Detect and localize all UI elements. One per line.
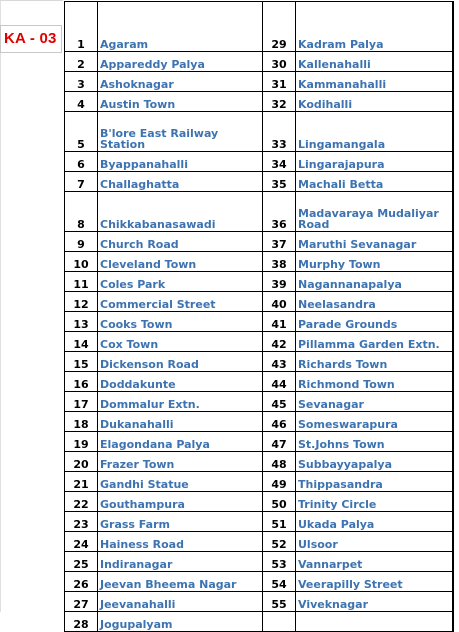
- area-number-left: 28: [65, 612, 98, 632]
- area-name-right: Vannarpet: [296, 552, 454, 572]
- area-name-left: Elagondana Palya: [98, 432, 263, 452]
- area-number-left: 8: [65, 192, 98, 232]
- table-row: [65, 232, 454, 252]
- area-name-left: Hainess Road: [98, 532, 263, 552]
- area-number-right: 36: [263, 192, 296, 232]
- area-name-right: Subbayyapalya: [296, 452, 454, 472]
- area-name-right: Neelasandra: [296, 292, 454, 312]
- area-number-right: 38: [263, 252, 296, 272]
- area-name-left: Byappanahalli: [98, 152, 263, 172]
- area-name-right: Lingarajapura: [296, 152, 454, 172]
- table-row: [65, 412, 454, 432]
- left-rule: [0, 0, 1, 612]
- area-name-right: Pillamma Garden Extn.: [296, 332, 454, 352]
- area-number-right: 29: [263, 2, 296, 52]
- area-name-right: [296, 612, 454, 632]
- area-number-left: 20: [65, 452, 98, 472]
- table-row: [65, 92, 454, 112]
- area-name-left: Appareddy Palya: [98, 52, 263, 72]
- area-name-right: Sevanagar: [296, 392, 454, 412]
- area-name-left: Jeevan Bheema Nagar: [98, 572, 263, 592]
- area-number-right: 51: [263, 512, 296, 532]
- area-number-right: 44: [263, 372, 296, 392]
- area-name-left: Agaram: [98, 2, 263, 52]
- area-number-left: 2: [65, 52, 98, 72]
- table-row: [65, 352, 454, 372]
- area-number-right: 42: [263, 332, 296, 352]
- top-rule: [0, 0, 63, 1]
- area-number-right: 52: [263, 532, 296, 552]
- area-number-left: 24: [65, 532, 98, 552]
- area-number-right: 46: [263, 412, 296, 432]
- area-number-right: [263, 612, 296, 632]
- area-number-right: 34: [263, 152, 296, 172]
- area-number-left: 19: [65, 432, 98, 452]
- table-row: [65, 112, 454, 152]
- area-name-left: Coles Park: [98, 272, 263, 292]
- area-name-left: Dommalur Extn.: [98, 392, 263, 412]
- area-name-left: Jeevanahalli: [98, 592, 263, 612]
- area-name-right: Kallenahalli: [296, 52, 454, 72]
- area-name-left: Commercial Street: [98, 292, 263, 312]
- area-number-left: 26: [65, 572, 98, 592]
- area-name-left: Gandhi Statue: [98, 472, 263, 492]
- area-name-left: Cox Town: [98, 332, 263, 352]
- area-number-right: 35: [263, 172, 296, 192]
- area-name-right: Viveknagar: [296, 592, 454, 612]
- area-name-right: Murphy Town: [296, 252, 454, 272]
- area-name-right: Trinity Circle: [296, 492, 454, 512]
- area-name-left: Gouthampura: [98, 492, 263, 512]
- area-number-right: 45: [263, 392, 296, 412]
- area-name-left: Austin Town: [98, 92, 263, 112]
- table-row: [65, 472, 454, 492]
- area-listing-table: [64, 1, 454, 632]
- table-row: [65, 2, 454, 52]
- area-number-right: 54: [263, 572, 296, 592]
- table-row: [65, 332, 454, 352]
- area-number-right: 41: [263, 312, 296, 332]
- area-number-right: 55: [263, 592, 296, 612]
- area-name-right: Kodihalli: [296, 92, 454, 112]
- area-number-left: 1: [65, 2, 98, 52]
- area-name-left: Indiranagar: [98, 552, 263, 572]
- table-row: [65, 372, 454, 392]
- area-name-left: Cooks Town: [98, 312, 263, 332]
- area-number-right: 33: [263, 112, 296, 152]
- area-name-right: Richmond Town: [296, 372, 454, 392]
- area-name-left: Cleveland Town: [98, 252, 263, 272]
- area-name-right: Veerapilly Street: [296, 572, 454, 592]
- area-name-right: Thippasandra: [296, 472, 454, 492]
- area-name-left: Dickenson Road: [98, 352, 263, 372]
- area-number-left: 22: [65, 492, 98, 512]
- area-number-left: 16: [65, 372, 98, 392]
- area-name-right: Richards Town: [296, 352, 454, 372]
- table-row: [65, 452, 454, 472]
- area-name-right: Parade Grounds: [296, 312, 454, 332]
- area-name-left: Chikkabanasawadi: [98, 192, 263, 232]
- area-name-right: Ulsoor: [296, 532, 454, 552]
- area-number-left: 13: [65, 312, 98, 332]
- table-row: [65, 612, 454, 632]
- table-row: [65, 592, 454, 612]
- area-name-right: Someswarapura: [296, 412, 454, 432]
- area-number-right: 50: [263, 492, 296, 512]
- area-name-left: Jogupalyam: [98, 612, 263, 632]
- area-number-left: 6: [65, 152, 98, 172]
- area-name-right: Nagannanapalya: [296, 272, 454, 292]
- area-number-left: 15: [65, 352, 98, 372]
- area-name-left: Ashoknagar: [98, 72, 263, 92]
- area-number-left: 4: [65, 92, 98, 112]
- area-number-left: 7: [65, 172, 98, 192]
- area-name-right: Lingamangala: [296, 112, 454, 152]
- area-name-left: Frazer Town: [98, 452, 263, 472]
- area-number-left: 9: [65, 232, 98, 252]
- area-number-left: 21: [65, 472, 98, 492]
- area-number-left: 25: [65, 552, 98, 572]
- table-row: [65, 392, 454, 412]
- area-number-right: 43: [263, 352, 296, 372]
- area-number-left: 14: [65, 332, 98, 352]
- area-name-left: Challaghatta: [98, 172, 263, 192]
- area-number-right: 30: [263, 52, 296, 72]
- region-code-label: KA - 03: [4, 30, 57, 47]
- area-name-left: Grass Farm: [98, 512, 263, 532]
- area-name-right: Madavaraya Mudaliyar Road: [296, 192, 454, 232]
- area-number-right: 40: [263, 292, 296, 312]
- table-row: [65, 292, 454, 312]
- area-number-left: 12: [65, 292, 98, 312]
- table-row: [65, 432, 454, 452]
- area-number-right: 47: [263, 432, 296, 452]
- table-row: [65, 272, 454, 292]
- area-name-right: Machali Betta: [296, 172, 454, 192]
- area-number-left: 17: [65, 392, 98, 412]
- table-row: [65, 72, 454, 92]
- area-number-right: 39: [263, 272, 296, 292]
- table-row: [65, 552, 454, 572]
- area-number-left: 10: [65, 252, 98, 272]
- area-name-left: B'lore East Railway Station: [98, 112, 263, 152]
- region-code-box: [0, 25, 62, 53]
- table-row: [65, 532, 454, 552]
- table-row: [65, 492, 454, 512]
- table-row: [65, 172, 454, 192]
- area-name-right: Kammanahalli: [296, 72, 454, 92]
- area-name-right: St.Johns Town: [296, 432, 454, 452]
- area-number-right: 48: [263, 452, 296, 472]
- table-row: [65, 572, 454, 592]
- area-number-left: 5: [65, 112, 98, 152]
- area-name-right: Ukada Palya: [296, 512, 454, 532]
- area-name-left: Dukanahalli: [98, 412, 263, 432]
- table-row: [65, 192, 454, 232]
- table-row: [65, 252, 454, 272]
- area-name-right: Maruthi Sevanagar: [296, 232, 454, 252]
- area-number-right: 53: [263, 552, 296, 572]
- table-row: [65, 152, 454, 172]
- area-number-right: 32: [263, 92, 296, 112]
- area-name-left: Doddakunte: [98, 372, 263, 392]
- area-number-right: 37: [263, 232, 296, 252]
- area-number-left: 23: [65, 512, 98, 532]
- table-row: [65, 312, 454, 332]
- table-row: [65, 52, 454, 72]
- area-number-right: 49: [263, 472, 296, 492]
- area-number-left: 27: [65, 592, 98, 612]
- area-number-left: 18: [65, 412, 98, 432]
- area-name-left: Church Road: [98, 232, 263, 252]
- area-number-left: 11: [65, 272, 98, 292]
- area-number-left: 3: [65, 72, 98, 92]
- table-row: [65, 512, 454, 532]
- area-name-right: Kadram Palya: [296, 2, 454, 52]
- area-number-right: 31: [263, 72, 296, 92]
- area-listing-body: [65, 2, 454, 632]
